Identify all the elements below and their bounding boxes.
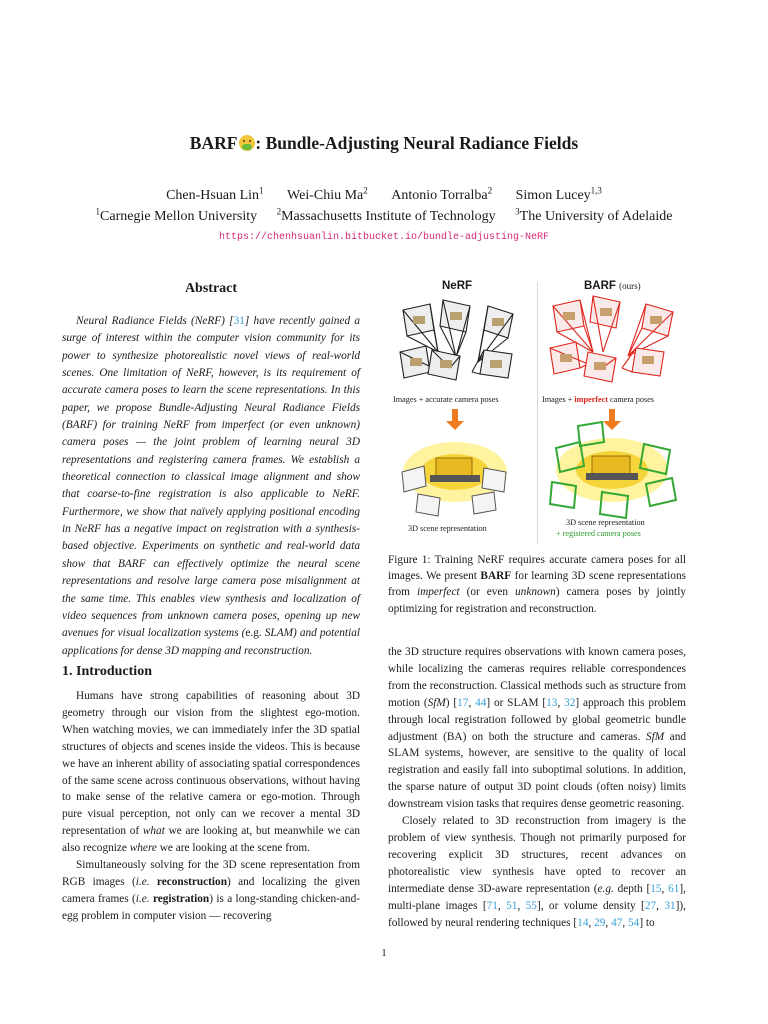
author: Antonio Torralba$^2$ bbox=[391, 185, 493, 203]
citation-link[interactable]: 55 bbox=[525, 899, 537, 912]
citation-link[interactable]: 31 bbox=[233, 315, 245, 327]
paragraph: Humans have strong capabilities of reasoning about 3D geometry through our vision from the slightest ego-motion. When watching movies, we can immediately infer the 3D spatial structures of objects and scenes inside the videos. This is because we have an inherent ability of associating spatial correspondences of the same scene across continuous observations, without having to make sense of the relative camera or ego-motion. Through pure visual perception, not only can we recover a mental 3D representation of what we are looking at, but meanwhile we can also recognize where we are looking at the scene from. bbox=[62, 690, 361, 855]
citation-link[interactable]: 27 bbox=[644, 899, 657, 912]
citation-link[interactable]: 61 bbox=[668, 882, 680, 895]
nerf-scene bbox=[402, 442, 507, 516]
barf-label: BARF (ours) bbox=[584, 280, 641, 292]
citation-link[interactable]: 17 bbox=[457, 696, 469, 709]
citation-link[interactable]: 13 bbox=[546, 696, 558, 709]
affiliation: $^2$Massachusetts Institute of Technology bbox=[276, 206, 496, 224]
figure-1 bbox=[388, 272, 688, 544]
paragraph: Simultaneously solving for the 3D scene representation from RGB images (i.e. reconstruction) and localizing the given camera frames (i.e. registration) is a long-standing chicken-and-egg problem in computer vision — recovering bbox=[62, 859, 360, 922]
citation-link[interactable]: 29 bbox=[594, 916, 606, 929]
author: Wei-Chiu Ma$^2$ bbox=[287, 185, 368, 203]
citation-link[interactable]: 71 bbox=[486, 899, 498, 912]
barf-emoji-icon bbox=[239, 135, 255, 151]
abstract-text: Neural Radiance Fields (NeRF) [31] have recently gained a surge of interest within the computer vision community for its power to synthesize photorealistic novel views of real-world scenes. One limitation of NeRF, however, is its requirement of accurate camera poses to learn the scene representations. In this paper, we propose Bundle-Adjusting Neural Radiance Fields (BARF) for training NeRF from imperfect (or even unknown) camera poses — the joint problem of learning neural 3D representations and registering camera frames. We establish a theoretical connection to classical image alignment and show that coarse-to-fine registration is also applicable to NeRF. Furthermore, we show that naïvely applying positional encoding in NeRF has a negative impact on registration with a synthesis-based objective. Experiments on synthetic and real-world data show that BARF can effectively optimize the neural scene representations and resolve large camera pose misalignment at the same time. This enables view synthesis and localization of video sequences from unknown camera poses, opening up new avenues for visual localization systems (e.g. SLAM) and potential applications for dense 3D mapping and reconstruction. bbox=[62, 315, 360, 657]
citation-link[interactable]: 31 bbox=[664, 899, 676, 912]
citation-link[interactable]: 54 bbox=[628, 916, 640, 929]
citation-link[interactable]: 14 bbox=[577, 916, 589, 929]
barf-registered-caption: + registered camera poses bbox=[556, 529, 641, 538]
project-url-link[interactable]: https://chenhsuanlin.bitbucket.io/bundle-adjusting-NeRF bbox=[218, 232, 550, 243]
paragraph: Closely related to 3D reconstruction from imagery is the problem of view synthesis. Though not primarily purposed for recovering explicit 3D structures, recent advances on photorealistic view synthesis have opted to recover an intermediate dense 3D-aware representation (e.g. depth [15, 61], multi-plane images [71, 51, 55], or volume density [27, 31]), followed by neural rendering techniques [14, 29, 47, 54] to bbox=[388, 815, 686, 929]
citation-link[interactable]: 15 bbox=[650, 882, 662, 895]
citation-link[interactable]: 47 bbox=[611, 916, 623, 929]
page-number: 1 bbox=[381, 947, 387, 959]
barf-scene-caption: 3D scene representation bbox=[566, 518, 645, 527]
affiliation-list bbox=[0, 206, 768, 225]
affiliation: $^3$The University of Adelaide bbox=[515, 206, 673, 224]
nerf-images-caption: Images + accurate camera poses bbox=[393, 395, 499, 404]
author: Simon Lucey$^{1,3}$ bbox=[515, 185, 602, 203]
citation-link[interactable]: 44 bbox=[475, 696, 487, 709]
down-arrows bbox=[446, 409, 621, 430]
citation-link[interactable]: 51 bbox=[506, 899, 518, 912]
figure-illustration bbox=[388, 272, 688, 544]
nerf-scene-caption: 3D scene representation bbox=[408, 524, 487, 533]
barf-scene bbox=[550, 422, 676, 518]
introduction-text bbox=[62, 688, 360, 925]
paper-title: BARF : Bundle-Adjusting Neural Radiance Fields bbox=[189, 133, 579, 153]
abstract-heading: Abstract bbox=[184, 281, 238, 296]
nerf-label: NeRF bbox=[442, 280, 473, 292]
paragraph: the 3D structure requires observations with known camera poses, while localizing the cameras requires reliable correspondences from the reconstruction. Classical methods such as structure from motion (SfM) [17, 44] or SLAM [13, 32] approach this problem through local registration followed by global geometric bundle adjustment (BA) on both the structure and cameras. SfM and SLAM systems, however, are sensitive to the quality of local registration and easily fall into suboptimal solutions. In addition, the sparse nature of output 3D point clouds (often noisy) limits downstream vision tasks that requires dense geometric reasoning. bbox=[388, 646, 686, 811]
affiliation: $^1$Carnegie Mellon University bbox=[95, 206, 258, 224]
citation-link[interactable]: 32 bbox=[564, 696, 576, 709]
author-list bbox=[0, 185, 768, 204]
section-heading-introduction: 1. Introduction bbox=[62, 664, 152, 679]
barf-images-caption: Images + imperfect camera poses bbox=[542, 395, 654, 404]
author: Chen-Hsuan Lin$^1$ bbox=[166, 185, 264, 203]
figure-caption: Figure 1: Training NeRF requires accurate camera poses for all images. We present BARF for learning 3D scene representations from imperfect (or even unknown) camera poses by jointly optimizing for registration and reconstruction. bbox=[388, 554, 686, 615]
right-column-text bbox=[388, 644, 686, 931]
